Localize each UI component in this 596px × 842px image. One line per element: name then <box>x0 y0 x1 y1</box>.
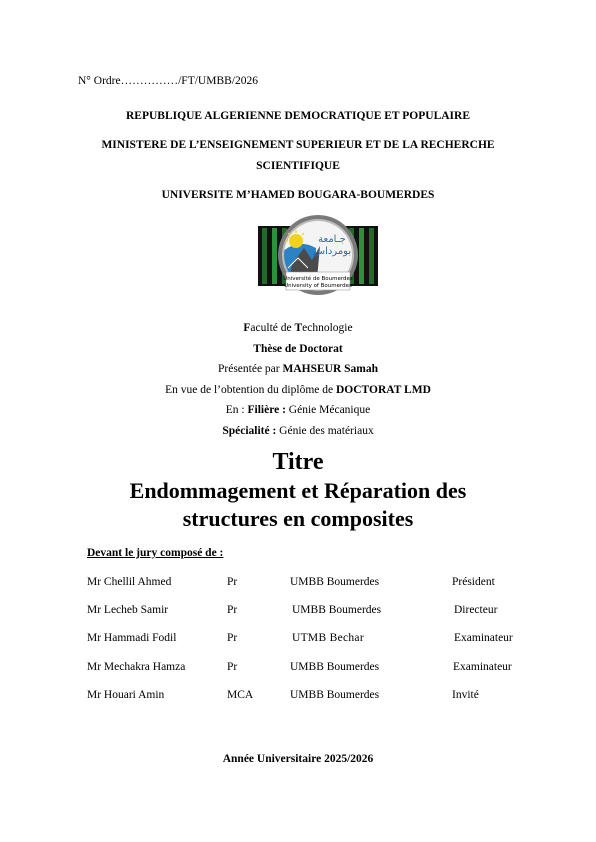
jury-university: UTMB Bechar <box>292 632 364 644</box>
title-label: Titre <box>272 449 324 475</box>
header-republic: REPUBLIQUE ALGERIENNE DEMOCRATIQUE ET POPULAIRE <box>126 110 470 122</box>
jury-grade: Pr <box>227 604 238 616</box>
svg-text:University of Boumerdes: University of Boumerdes <box>284 283 352 289</box>
svg-text:جـامعة: جـامعة <box>318 234 346 245</box>
header-ministry: MINISTERE DE L’ENSEIGNEMENT SUPERIEUR ET DE LA RECHERCHE <box>101 139 495 151</box>
jury-role: Examinateur <box>454 632 513 644</box>
author-name: MAHSEUR Samah <box>282 363 379 375</box>
thesis-title-line2: structures en composites <box>182 506 414 531</box>
jury-university: UMBB Boumerdes <box>290 661 380 673</box>
header-ministry-cont: SCIENTIFIQUE <box>256 160 340 172</box>
speciality-line: Spécialité : Génie des matériaux <box>222 425 374 437</box>
jury-row <box>0 661 596 679</box>
svg-text:Université de Boumerdes: Université de Boumerdes <box>283 276 353 282</box>
jury-grade: Pr <box>227 576 238 588</box>
jury-university: UMBB Boumerdes <box>290 576 380 588</box>
academic-year: Année Universitaire 2025/2026 <box>222 753 374 765</box>
jury-heading: Devant le jury composé de : <box>87 547 224 559</box>
svg-text:بومرداس: بومرداس <box>312 246 352 257</box>
jury-university: UMBB Boumerdes <box>290 689 380 701</box>
thesis-title-line1: Endommagement et Réparation des <box>129 478 467 503</box>
jury-name: Mr Chellil Ahmed <box>87 576 172 588</box>
jury-name: Mr Houari Amin <box>87 689 165 701</box>
jury-grade: Pr <box>227 632 238 644</box>
jury-row <box>0 604 596 622</box>
faculty-line: Faculté de Technologie <box>243 322 353 334</box>
order-number: N° Ordre……………/FT/UMBB/2026 <box>78 75 258 87</box>
jury-role: Directeur <box>454 604 498 616</box>
jury-name: Mr Lecheb Samir <box>87 604 169 616</box>
university-logo <box>258 208 378 304</box>
jury-university: UMBB Boumerdes <box>292 604 382 616</box>
jury-grade: MCA <box>227 689 254 701</box>
diploma-line: En vue de l’obtention du diplôme de DOCTORAT LMD <box>165 384 431 396</box>
jury-role: Président <box>452 576 495 588</box>
thesis-type: Thèse de Doctorat <box>253 343 343 355</box>
jury-role: Invité <box>452 689 479 701</box>
header-university: UNIVERSITE M’HAMED BOUGARA-BOUMERDES <box>161 189 435 201</box>
filiere-line: En : Filière : Génie Mécanique <box>225 404 371 416</box>
jury-grade: Pr <box>227 661 238 673</box>
jury-name: Mr Hammadi Fodil <box>87 632 177 644</box>
jury-row <box>0 632 596 650</box>
jury-row <box>0 689 596 707</box>
jury-role: Examinateur <box>453 661 512 673</box>
jury-name: Mr Mechakra Hamza <box>87 661 186 673</box>
jury-row <box>0 576 596 594</box>
presented-by: Présentée par MAHSEUR Samah <box>217 363 379 375</box>
